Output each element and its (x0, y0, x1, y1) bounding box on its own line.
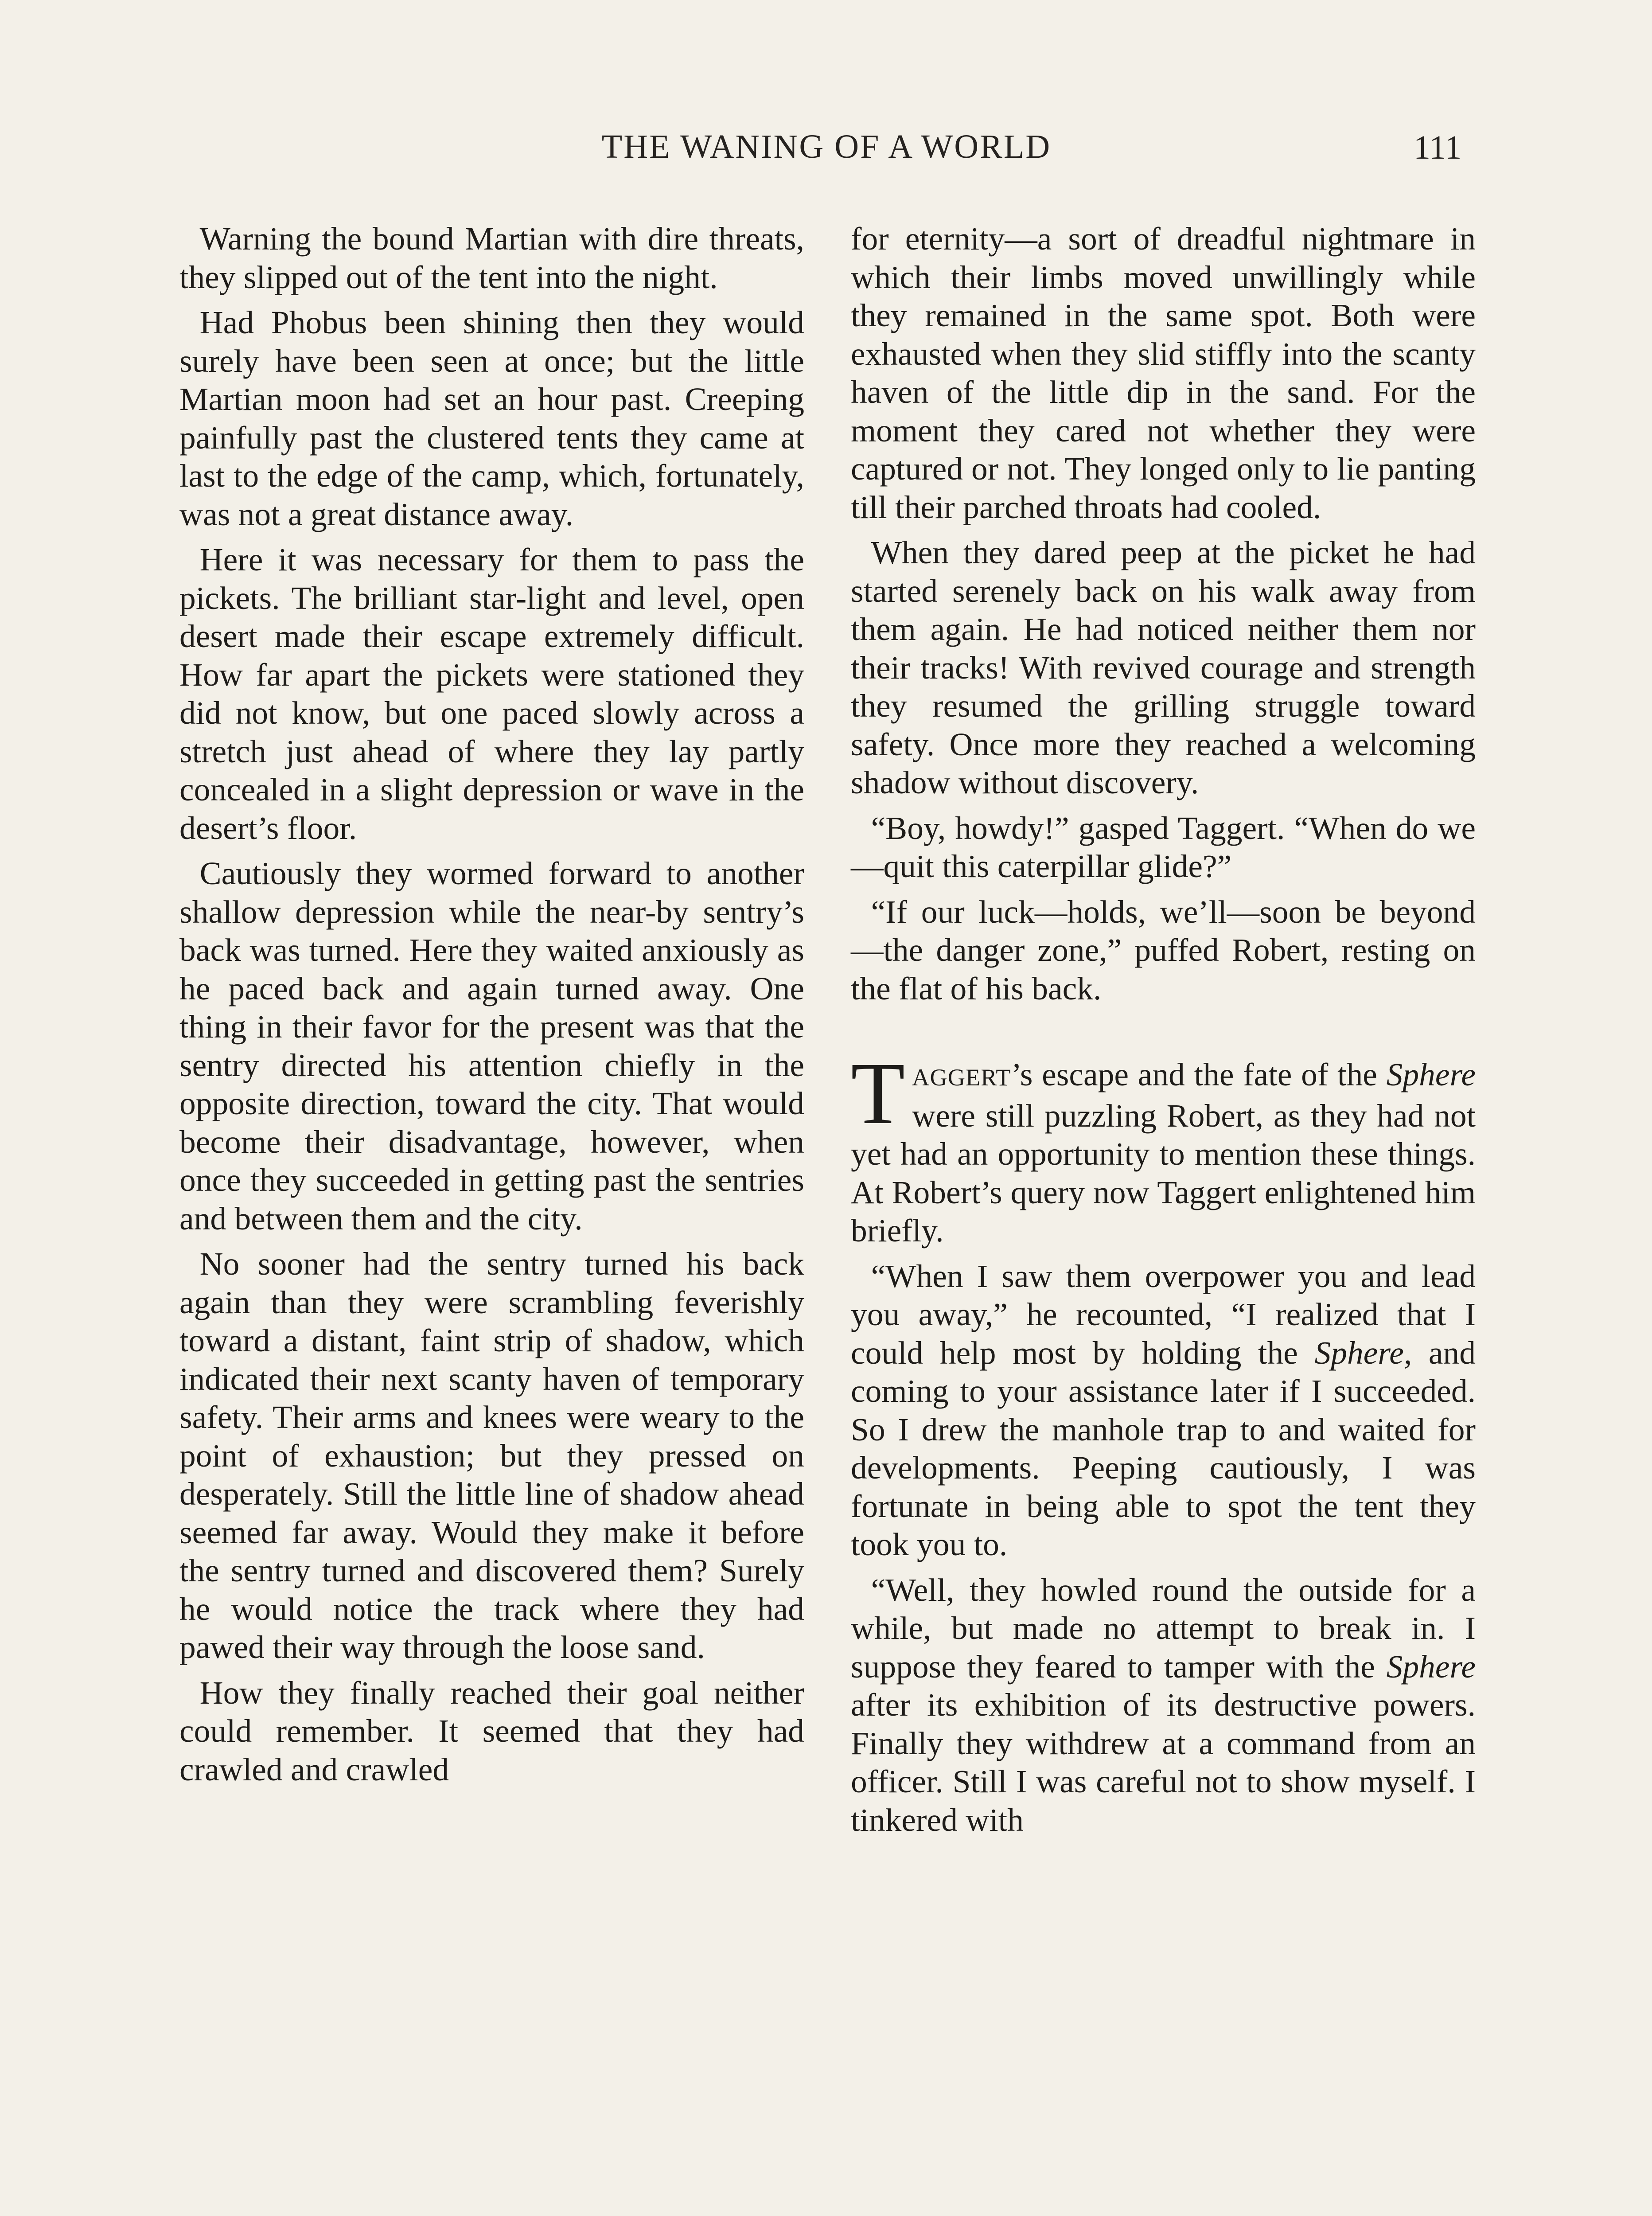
drop-cap: T (851, 1045, 905, 1143)
paragraph-text: “When I saw them overpower you and lead you away,” he recounted, “I realized that I could help most by holding the (851, 1258, 1476, 1371)
paragraph-text: were still puzzling Robert, as they had not yet had an opportunity to mention these things. At Robert’s query now Taggert enlightened him briefly. (851, 1097, 1476, 1248)
right-column (851, 220, 1476, 1846)
paragraph: “Boy, howdy!” gasped Taggert. “When do we—quit this caterpillar glide?” (851, 810, 1476, 884)
italic-ship-name: Sphere, (1314, 1334, 1412, 1371)
paragraph (851, 1571, 1476, 1840)
page-number: 111 (1414, 129, 1462, 166)
paragraph: How they finally reached their goal neither could remember. It seemed that they had crawled and crawled (179, 1674, 804, 1787)
running-title: THE WANING OF A WORLD (601, 128, 1052, 165)
paragraph: Warning the bound Martian with dire threats, they slipped out of the tent into the night. (179, 221, 804, 295)
italic-ship-name: Sphere (1386, 1057, 1476, 1092)
paragraph: When they dared peep at the picket he had started serenely back on his walk away from them again. He had noticed neither them nor their tracks! With revived courage and strength they resumed the grilling struggle toward safety. Once more they reached a welcoming shadow without discovery. (851, 534, 1476, 800)
paragraph: No sooner had the sentry turned his back again than they were scrambling feverishly toward a distant, faint strip of shadow, which indicated their next scanty haven of temporary safety. Their arms and knees were weary to the point of exhaustion; but they pressed on desperately. Still the little line of shadow ahead seemed far away. Would they make it before the sentry turned and discovered them? Surely he would notice the track where they had pawed their way through the loose sand. (179, 1246, 804, 1665)
paragraph-text: after its exhibition of its destructive powers. Finally they withdrew at a command from an officer. Still I was careful not to show myself. I tinkered with (851, 1687, 1476, 1838)
paragraph-text: ’s escape and the fate of the (1011, 1057, 1387, 1092)
paragraph-text: “Well, they howled round the outside for a while, but made no attempt to break in. I suppose they feared to tamper with the (851, 1572, 1476, 1685)
paragraph-text: and coming to your assistance later if I succeeded. So I drew the manhole trap to and waited for developments. Peeping cautiously, I was fortunate in being able to spot the tent they took you to. (851, 1334, 1476, 1562)
paragraph: Had Phobus been shining then they would surely have been seen at once; but the little Martian moon had set an hour past. Creeping painfully past the clustered tents they came at last to the edge of the camp, which, fortunately, was not a great distance away. (179, 304, 804, 532)
section-opening-paragraph (851, 1045, 1476, 1250)
paragraph: “If our luck—holds, we’ll—soon be beyond—the danger zone,” puffed Robert, resting on the flat of his back. (851, 893, 1476, 1007)
small-caps-name: AGGERT (912, 1064, 1011, 1091)
paragraph: for eternity—a sort of dreadful nightmare in which their limbs moved unwillingly while they remained in the same spot. Both were exhausted when they slid stiffly into the scanty haven of the little dip in the sand. For the moment they cared not whether they were captured or not. They longed only to lie panting till their parched throats had cooled. (851, 221, 1476, 525)
paragraph: Here it was necessary for them to pass the pickets. The brilliant star-light and level, open desert made their escape extremely difficult. How far apart the pickets were stationed they did not know, but one paced slowly across a stretch just ahead of where they lay partly concealed in a slight depression or wave in the desert’s floor. (179, 542, 804, 846)
paragraph (851, 1257, 1476, 1564)
italic-ship-name: Sphere (1386, 1648, 1476, 1685)
section-break (851, 1015, 1476, 1056)
left-column (179, 220, 804, 1796)
paragraph: Cautiously they wormed forward to another shallow depression while the near-by sentry’s back was turned. Here they waited anxiously as he paced back and again turned away. One thing in their favor for the present was that the sentry directed his attention chiefly in the opposite direction, toward the city. That would become their disadvantage, however, when once they succeeded in getting past the sentries and between them and the city. (179, 855, 804, 1237)
